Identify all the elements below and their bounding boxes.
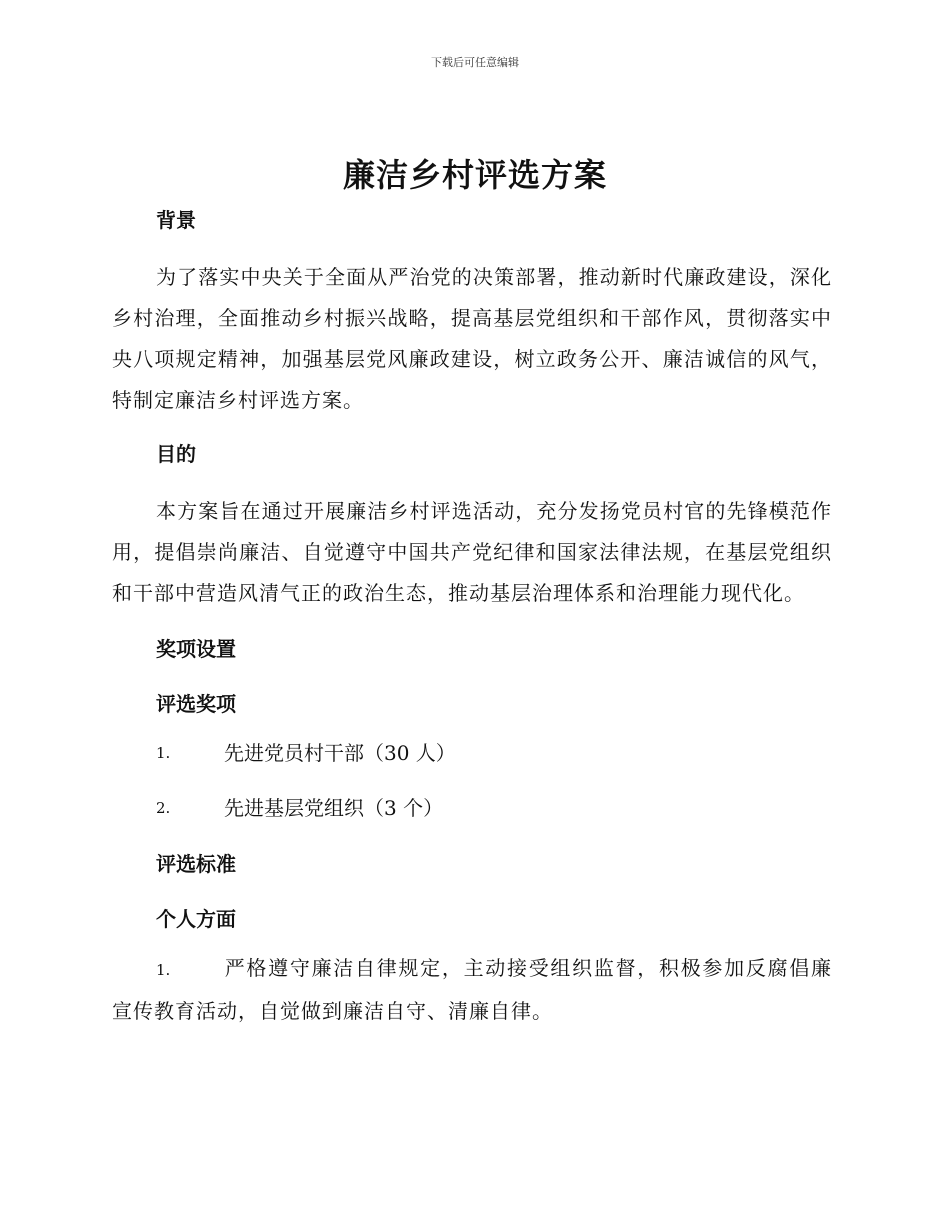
background-heading: 背景: [156, 208, 196, 232]
list-item-text: 先进党员村干部（30 人）: [224, 741, 456, 765]
criteria-heading: 评选标准: [156, 852, 236, 876]
list-item-number: 1.: [156, 961, 171, 979]
document-body: [112, 205, 832, 1032]
list-item-number: 2.: [156, 799, 171, 817]
purpose-paragraph: 本方案旨在通过开展廉洁乡村评选活动，充分发扬党员村官的先锋模范作用，提倡崇尚廉洁、自觉遵守中国共产党纪律和国家法律法规，在基层党组织和干部中营造风清气正的政治生态，推动基层治理体系和治理能力现代化。: [112, 499, 832, 605]
purpose-heading: 目的: [156, 442, 196, 466]
list-item-text: 严格遵守廉洁自律规定，主动接受组织监督，积极参加反腐倡廉宣传教育活动，自觉做到廉洁自守、清廉自律。: [112, 956, 832, 1023]
list-item: [112, 788, 832, 829]
page-header-note: 下载后可任意编辑: [431, 56, 519, 69]
award-items-heading: 评选奖项: [156, 692, 236, 716]
list-item: [112, 948, 832, 1032]
personal-heading: 个人方面: [156, 907, 236, 931]
list-item-number: 1.: [156, 744, 171, 762]
awards-heading: 奖项设置: [156, 637, 236, 661]
background-paragraph: 为了落实中央关于全面从严治党的决策部署，推动新时代廉政建设，深化乡村治理，全面推动乡村振兴战略，提高基层党组织和干部作风，贯彻落实中央八项规定精神，加强基层党风廉政建设，树立政务公开、廉洁诚信的风气，特制定廉洁乡村评选方案。: [112, 265, 832, 412]
list-item: [112, 733, 832, 774]
list-item-text: 先进基层党组织（3 个）: [224, 796, 444, 820]
document-title: 廉洁乡村评选方案: [342, 156, 607, 194]
